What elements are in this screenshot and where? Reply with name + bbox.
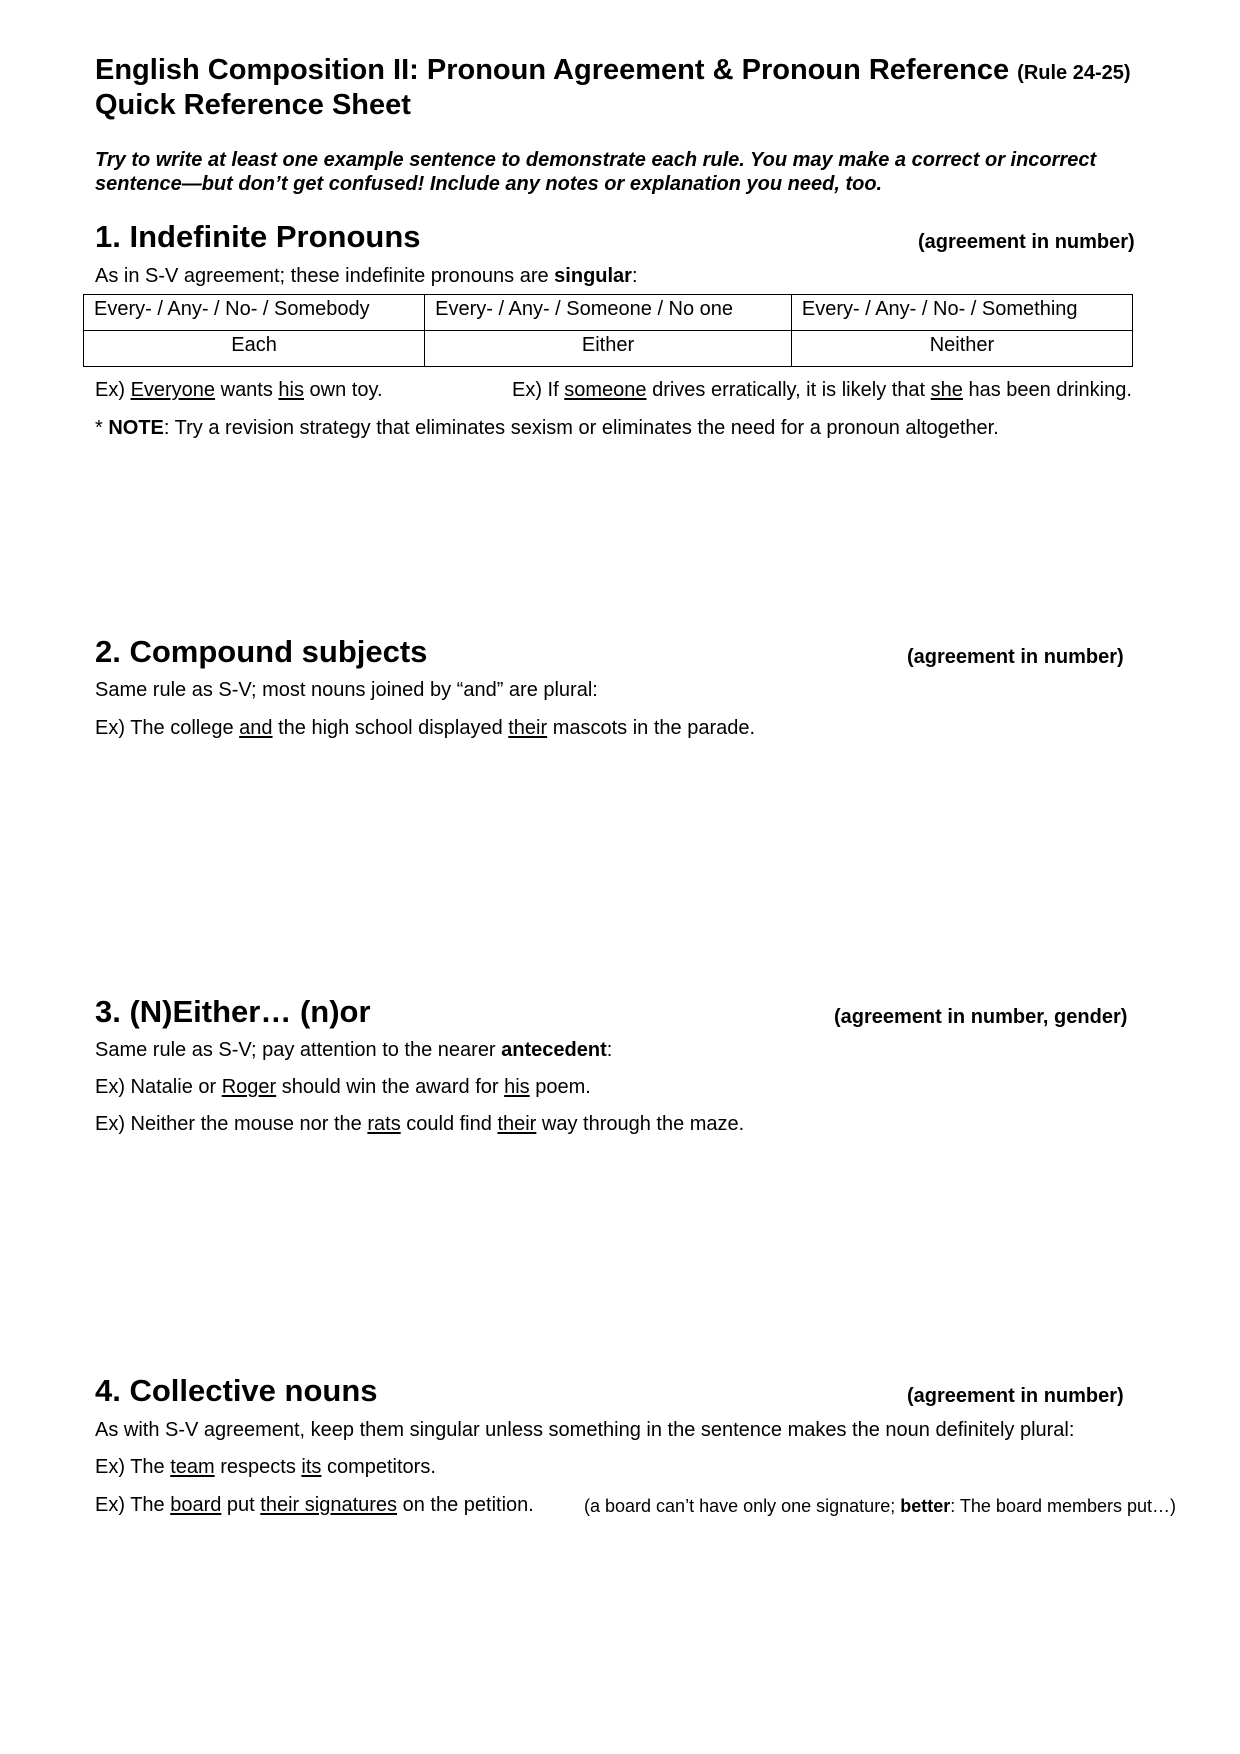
- text: Ex) The: [95, 1494, 171, 1516]
- underlined-word: and: [239, 717, 273, 739]
- text: Ex) The college: [95, 717, 240, 739]
- underlined-word: she: [930, 379, 963, 401]
- table-cell: Every- / Any- / Someone / No one: [425, 295, 792, 331]
- text: : The board members put…): [950, 1496, 1176, 1516]
- page-title: [95, 53, 1131, 90]
- aside-bold: better: [900, 1496, 951, 1516]
- instructions-line-2: sentence—but don’t get confused! Include any notes or explanation you need, too.: [95, 173, 883, 195]
- instructions-line-1: Try to write at least one example sentence to demonstrate each rule. You may make a correct or incorrect: [95, 149, 1097, 171]
- text: (a board can’t have only one signature;: [584, 1496, 901, 1516]
- table-row: [84, 331, 1133, 367]
- section-1-tag: (agreement in number): [918, 231, 1135, 253]
- underlined-word: their: [508, 717, 548, 739]
- section-1-example-1: [95, 378, 383, 402]
- text: has been drinking.: [962, 379, 1132, 401]
- text: drives erratically, it is likely that: [646, 379, 931, 401]
- indefinite-pronouns-table: [83, 294, 1133, 367]
- section-3-example-1: [95, 1075, 591, 1099]
- underlined-word: team: [170, 1456, 215, 1478]
- underlined-word: their signatures: [260, 1494, 398, 1516]
- section-3-intro: [95, 1038, 612, 1062]
- underlined-word: board: [170, 1494, 222, 1516]
- text: on the petition.: [397, 1494, 534, 1516]
- text: mascots in the parade.: [547, 717, 756, 739]
- text: Ex) If: [512, 379, 565, 401]
- section-4-tag: (agreement in number): [907, 1385, 1124, 1407]
- text: Ex) Neither the mouse nor the: [95, 1113, 368, 1135]
- intro-text: As in S-V agreement; these indefinite pronouns are: [95, 265, 555, 287]
- section-1-intro: [95, 264, 638, 288]
- section-3-example-2: [95, 1112, 744, 1136]
- text: way through the maze.: [536, 1113, 745, 1135]
- text: Ex): [95, 379, 131, 401]
- text: could find: [400, 1113, 498, 1135]
- section-1-heading: 1. Indefinite Pronouns: [95, 219, 421, 254]
- section-3-heading: 3. (N)Either… (n)or: [95, 994, 371, 1029]
- table-cell: Neither: [791, 331, 1132, 367]
- title-main: English Composition II: Pronoun Agreement & Pronoun Reference: [95, 54, 1010, 86]
- underlined-word: their: [497, 1113, 537, 1135]
- underlined-word: his: [504, 1076, 530, 1098]
- text: put: [221, 1494, 261, 1516]
- note-label: NOTE: [108, 417, 164, 439]
- intro-bold: singular: [554, 265, 632, 287]
- page-subtitle: Quick Reference Sheet: [95, 89, 411, 121]
- text: *: [95, 417, 109, 439]
- text: wants: [215, 379, 279, 401]
- intro-bold: antecedent: [501, 1039, 607, 1061]
- section-4-example-1: [95, 1455, 436, 1479]
- text: Same rule as S-V; pay attention to the nearer: [95, 1039, 502, 1061]
- underlined-word: rats: [367, 1113, 401, 1135]
- underlined-word: Roger: [221, 1076, 277, 1098]
- section-4-intro: As with S-V agreement, keep them singular unless something in the sentence makes the noun definitely plural:: [95, 1419, 1075, 1441]
- text: respects: [214, 1456, 302, 1478]
- table-cell: Each: [84, 331, 425, 367]
- table-row: [84, 295, 1133, 331]
- section-4-aside: [584, 1494, 1176, 1518]
- text: : Try a revision strategy that eliminates sexism or eliminates the need for a pronoun altogether.: [163, 417, 999, 439]
- section-1-example-2: [512, 378, 1132, 402]
- underlined-word: his: [278, 379, 304, 401]
- section-4-example-2: [95, 1493, 534, 1517]
- section-4-heading: 4. Collective nouns: [95, 1373, 378, 1408]
- underlined-word: its: [301, 1456, 322, 1478]
- text: :: [606, 1039, 613, 1061]
- title-rule-range: (Rule 24-25): [1017, 62, 1131, 84]
- text: Ex) Natalie or: [95, 1076, 222, 1098]
- table-cell: Either: [425, 331, 792, 367]
- text: own toy.: [304, 379, 383, 401]
- text: the high school displayed: [272, 717, 509, 739]
- text: should win the award for: [276, 1076, 505, 1098]
- section-3-tag: (agreement in number, gender): [834, 1006, 1128, 1028]
- section-2-tag: (agreement in number): [907, 646, 1124, 668]
- table-cell: Every- / Any- / No- / Somebody: [84, 295, 425, 331]
- text: competitors.: [321, 1456, 436, 1478]
- intro-end: :: [631, 265, 638, 287]
- section-2-example-1: [95, 716, 755, 740]
- underlined-word: someone: [564, 379, 647, 401]
- section-2-intro: Same rule as S-V; most nouns joined by “and” are plural:: [95, 679, 598, 701]
- underlined-word: Everyone: [130, 379, 216, 401]
- table-cell: Every- / Any- / No- / Something: [791, 295, 1132, 331]
- section-2-heading: 2. Compound subjects: [95, 634, 428, 669]
- text: Ex) The: [95, 1456, 171, 1478]
- section-1-note: [95, 416, 999, 440]
- text: poem.: [529, 1076, 591, 1098]
